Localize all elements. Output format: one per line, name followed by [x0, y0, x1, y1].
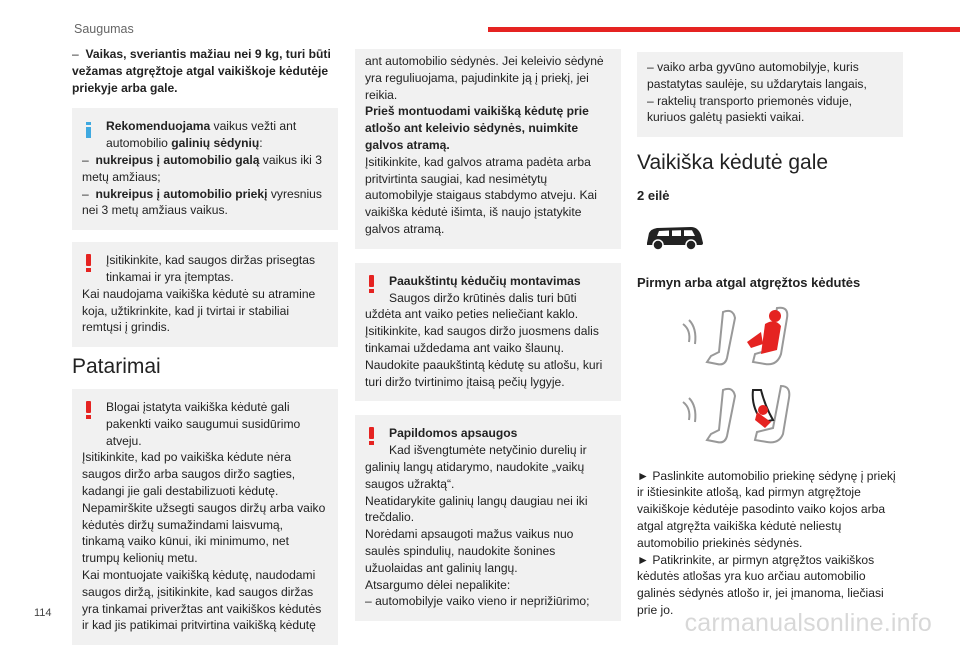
warning-text-2: Kai naudojama vaikiška kėdutė su atramine koja, užtikrinkite, kad ji tvirtai ir stabiliai remtųsi į grindis.	[82, 286, 316, 335]
child-seat-illustration	[677, 304, 837, 454]
extra-text-1: Kad išvengtumėte netyčinio durelių ir galinių langų atidarymo, naudokite „vaikų saugos užraktą“.	[365, 443, 587, 491]
info-item-1: – nukreipus į automobilio galą vaikus iki 3 metų amžiaus;	[82, 152, 322, 184]
info-icon	[83, 122, 94, 138]
info-box	[72, 108, 338, 230]
instruction-1: ► Paslinkite automobilio priekinę sėdynę į priekį ir ištiesinkite atlošą, kad pirmyn atgręžtoje vaikiškoje kėdutėje pasodinto vaiko kojos arba atgal atgręžta vaikiška kėdutė neliestų automobilio priekinės sėdynės.	[637, 468, 896, 550]
tips-text-1: Blogai įstatyta vaikiška kėdutė gali pakenkti vaiko saugumui susidūrimo atveju.	[106, 399, 301, 448]
booster-text: Saugos diržo krūtinės dalis turi būti uždėta ant vaiko peties neliečiant kaklo. Įsitikinkite, kad saugos diržo juosmens dalis tinkamai uždedama ant vaiko šlaunų. Naudokite paaukštintą kėdutę su atlošu, kuri turi diržo tvirtinimo įtaisą pečių lygyje.	[365, 290, 603, 389]
extra-text-2: Neatidarykite galinių langų daugiau nei iki trečdalio.	[365, 493, 588, 525]
booster-title: Paaukštintų kėdučių montavimas	[389, 273, 581, 288]
warning-icon	[366, 275, 376, 293]
dash: –	[72, 47, 79, 61]
seat-rear-icon	[683, 386, 789, 442]
warning-icon	[366, 427, 376, 445]
warning-box-extra	[355, 415, 621, 621]
header-accent-bar	[488, 27, 960, 32]
warning-text-1: Įsitikinkite, kad saugos diržas prisegtas tinkamai ir yra įtemptas.	[106, 253, 316, 284]
continued-text-1: – vaiko arba gyvūno automobilyje, kuris pastatytas saulėje, su uždarytais langais,	[647, 60, 867, 91]
row-label: 2 eilė	[637, 187, 670, 203]
extra-text-3: Norėdami apsaugoti mažus vaikus nuo saulės spindulių, naudokite šonines užuolaidas ant galinių langų.	[365, 527, 574, 575]
continued-text-1: ant automobilio sėdynės. Jei keleivio sėdynė yra reguliuojama, pajudinkite ją į priekį, jei reikia.	[365, 54, 604, 102]
intro-paragraph	[72, 46, 338, 96]
warning-box-booster	[355, 263, 621, 402]
info-item-2: – nukreipus į automobilio priekį vyresnius nei 3 metų amžiaus vaikus.	[82, 186, 322, 218]
info-lead: Rekomenduojama vaikus vežti ant automobilio galinių sėdynių:	[106, 119, 297, 151]
tips-text-2: Įsitikinkite, kad po vaikiška kėdute nėra saugos diržo arba saugos diržo sagties, kadangi jie gali destabilizuoti kėdutę.	[82, 450, 296, 498]
extra-text-4: Atsargumo dėlei nepalikite:	[365, 577, 511, 592]
warning-icon	[83, 254, 93, 272]
heading-tips: Patarimai	[72, 355, 161, 379]
section-title: Saugumas	[74, 22, 134, 36]
continued-text-2: – raktelių transporto priemonės viduje, kuriuos galėtų pasiekti vaikai.	[647, 93, 853, 125]
continued-box	[355, 49, 621, 249]
extra-text-5: – automobilyje vaiko vieno ir neprižiūrimo;	[365, 594, 590, 609]
van-icon	[643, 221, 705, 253]
continued-box	[637, 52, 903, 137]
warning-box-belt	[72, 242, 338, 347]
tips-text-3: Nepamirškite užsegti saugos diržų arba vaiko kėdutės diržų sumažindami laisvumą, tinkamą vaiko kūnui, iki minimumo, net trumpų kelionių metu.	[82, 500, 326, 566]
continued-text-3: Įsitikinkite, kad galvos atrama padėta arba pritvirtinta saugiai, kad nesimėtytų automobilyje staigaus stabdymo atveju. Kai vaikiška kėdutė išimta, iš naujo įstatykite galvos atramą.	[365, 154, 597, 236]
footer-watermark: carmanualsonline.info	[684, 609, 932, 637]
tips-text-4: Kai montuojate vaikišką kėdutę, naudodami saugos diržą, įsitikinkite, kad saugos diržas yra tinkamai priveržtas ant vaikiškos kėdutės ir kad jis patikimai pritvirtina vaikišką kėdutę	[82, 567, 322, 633]
heading-rear-child-seat: Vaikiška kėdutė gale	[637, 151, 829, 175]
warning-box-tips	[72, 389, 338, 645]
column-1	[72, 46, 338, 657]
continued-bold-text: Prieš montuodami vaikišką kėdutę prie atlošo ant keleivio sėdynės, nuimkite galvos atramą.	[365, 104, 589, 152]
page-number: 114	[34, 607, 52, 619]
intro-bold-text: Vaikas, sveriantis mažiau nei 9 kg, turi būti vežamas atgręžtoje atgal vaikiškoje kėdutėje priekyje arba gale.	[72, 47, 331, 95]
seat-forward-icon	[683, 307, 787, 364]
column-3	[637, 52, 903, 619]
subheading-seat-direction: Pirmyn arba atgal atgręžtos kėdutės	[637, 274, 861, 290]
instruction-2: ► Patikrinkite, ar pirmyn atgręžtos vaikiškos kėdutės atlošas yra kuo arčiau automobilio galinės sėdynės atlošo ir, jei įmanoma, liečiasi prie jo.	[637, 552, 884, 617]
column-2	[355, 49, 621, 633]
warning-icon	[83, 401, 93, 419]
extra-title: Papildomos apsaugos	[389, 426, 518, 441]
